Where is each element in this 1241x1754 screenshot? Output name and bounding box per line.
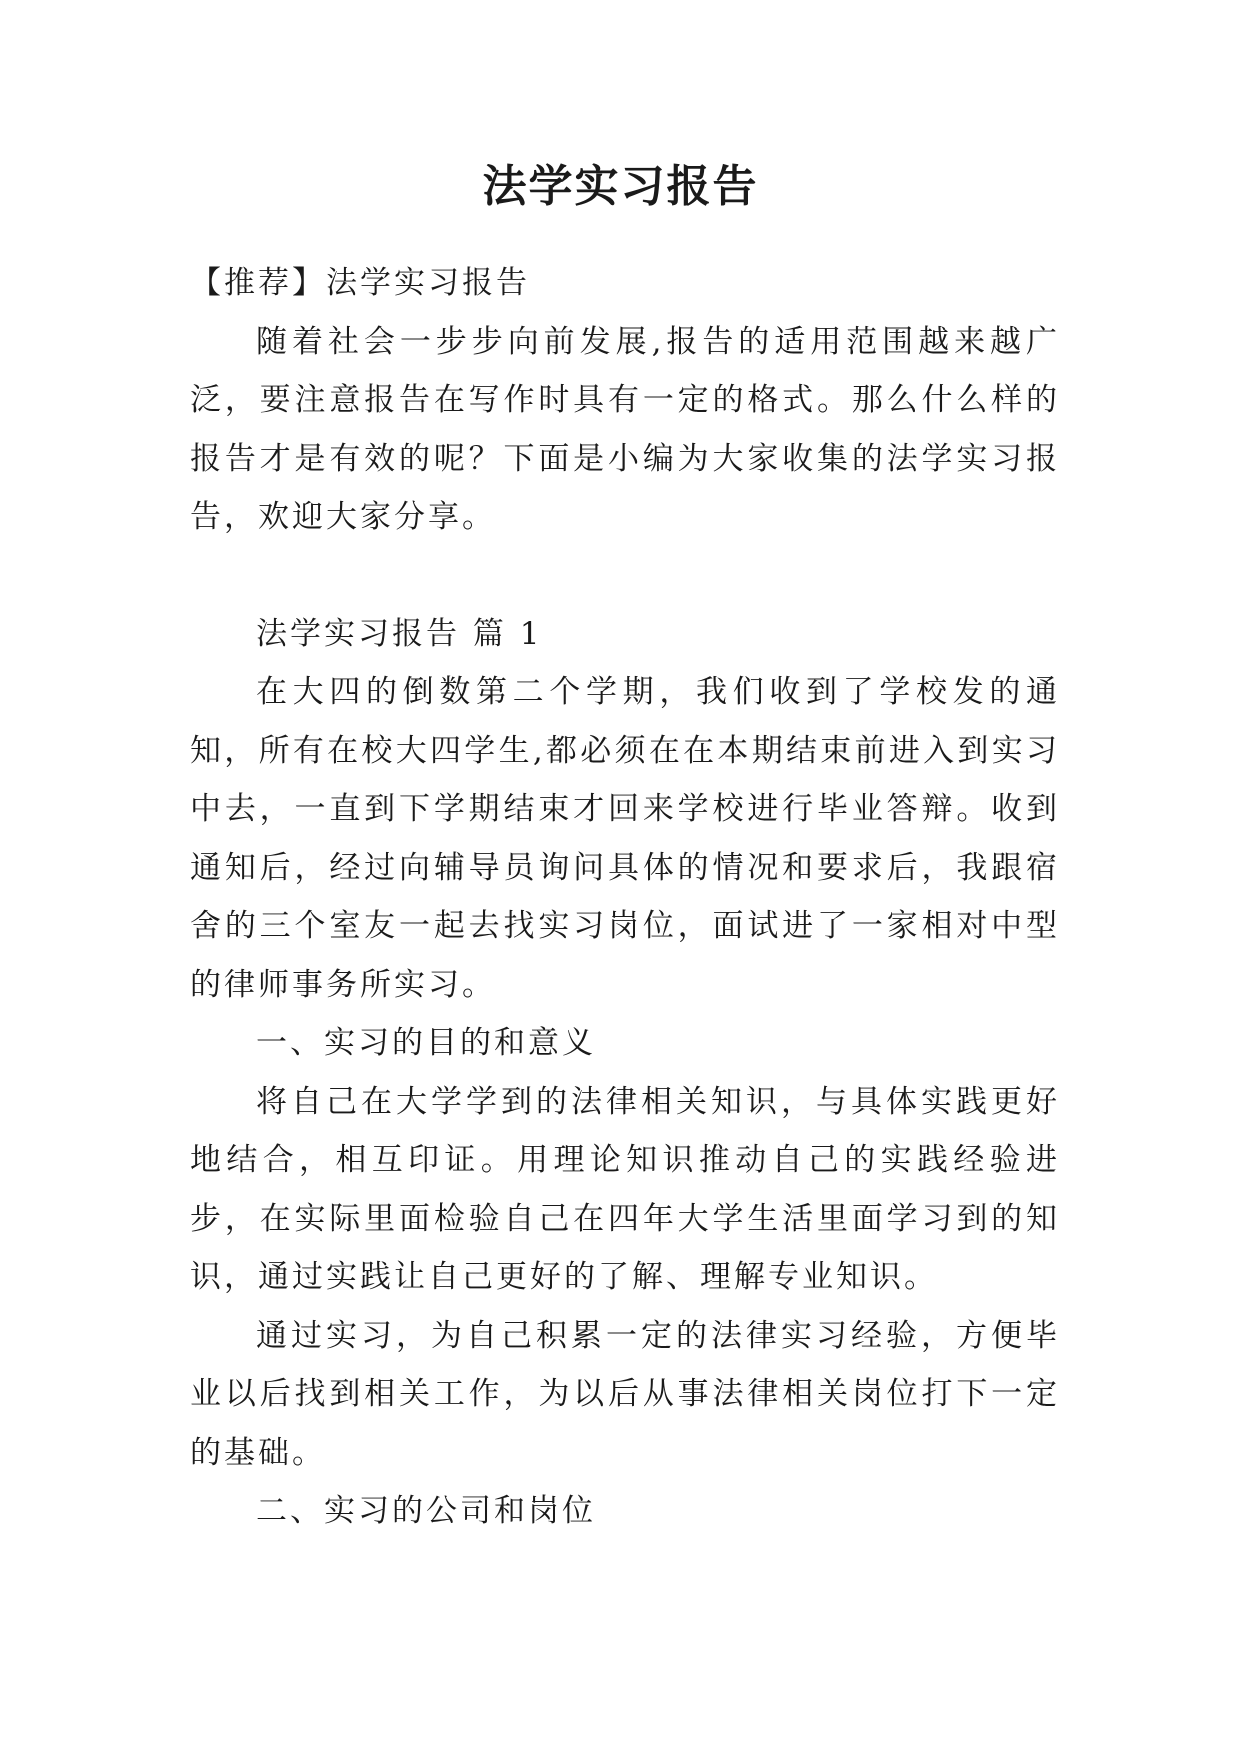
paragraph-3: 通过实习，为自己积累一定的法律实习经验，方便毕业以后找到相关工作，为以后从事法律相关岗位打下一定的基础。 [190,1317,1060,1471]
document-title: 法学实习报告 [482,161,759,212]
paragraph-1: 在大四的倒数第二个学期，我们收到了学校发的通知，所有在校大四学生,都必须在在本期结束前进入到实习中去，一直到下学期结束才回来学校进行毕业答辩。收到通知后，经过向辅导员询问具体的情况和要求后，我跟宿舍的三个室友一起去找实习岗位，面试进了一家相对中型的律师事务所实习。 [190,674,1060,1003]
intro-paragraph: 随着社会一步步向前发展,报告的适用范围越来越广泛，要注意报告在写作时具有一定的格式。那么什么样的报告才是有效的呢？下面是小编为大家收集的法学实习报告，欢迎大家分享。 [190,323,1060,535]
article-heading: 法学实习报告 篇 1 [256,615,543,652]
section-2-title: 二、实习的公司和岗位 [256,1493,596,1529]
section-1-title: 一、实习的目的和意义 [256,1025,596,1061]
document-body [190,254,1060,1541]
recommend-line: 【推荐】法学实习报告 [190,265,530,301]
paragraph-gap [190,547,1060,605]
paragraph-2: 将自己在大学学到的法律相关知识，与具体实践更好地结合，相互印证。用理论知识推动自己的实践经验进步，在实际里面检验自己在四年大学生活里面学习到的知识，通过实践让自己更好的了解、理解专业知识。 [190,1083,1060,1295]
